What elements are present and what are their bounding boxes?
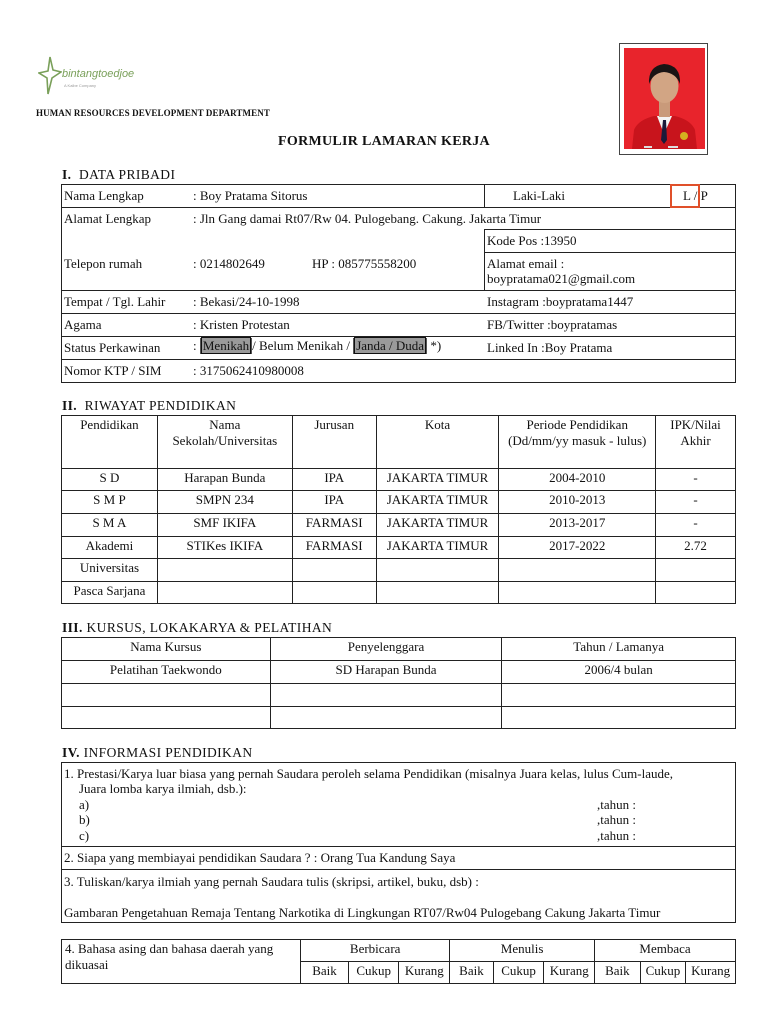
language-table: [61, 939, 736, 984]
achievement-b-year[interactable]: ,tahun :: [597, 812, 636, 827]
gender-value[interactable]: Laki-Laki: [513, 188, 565, 203]
section-4-number: IV.: [62, 745, 80, 760]
table-row: [62, 537, 736, 559]
table-row: [62, 582, 736, 604]
agama-label: Agama: [64, 317, 102, 332]
gpa[interactable]: [656, 559, 736, 582]
telepon-label: Telepon rumah: [64, 256, 143, 271]
education-header-cell: Periode Pendidikan (Dd/mm/yy masuk - lulus): [499, 416, 656, 469]
section-2-heading: [62, 398, 236, 414]
section-1-heading: [62, 167, 175, 183]
logo-wordmark: bintangtoedjoe: [62, 68, 135, 80]
question-3-answer[interactable]: Gambaran Pengetahuan Remaja Tentang Narkotika di Lingkungan RT07/Rw04 Pulogebang Cakung Jakarta Timur: [64, 905, 661, 920]
major[interactable]: FARMASI: [292, 537, 376, 559]
course-organizer[interactable]: [270, 707, 502, 729]
level-baik[interactable]: Baik: [450, 962, 494, 984]
nama-value[interactable]: : Boy Pratama Sitorus: [193, 188, 308, 203]
gpa[interactable]: [656, 582, 736, 604]
ttl-value[interactable]: : Bekasi/24-10-1998: [193, 294, 300, 309]
school-name[interactable]: [157, 582, 292, 604]
hp-value[interactable]: HP : 085775558200: [312, 256, 417, 271]
question-3: 3. Tuliskan/karya ilmiah yang pernah Saudara tulis (skripsi, artikel, buku, dsb) :: [64, 874, 479, 889]
question-4: 4. Bahasa asing dan bahasa daerah yang dikuasai: [62, 940, 301, 984]
gpa[interactable]: -: [656, 469, 736, 491]
ktp-value[interactable]: : 3175062410980008: [193, 363, 304, 378]
achievement-c[interactable]: c): [79, 828, 90, 843]
section-4-heading: [62, 745, 253, 761]
level-baik[interactable]: Baik: [595, 962, 641, 984]
alamat-value[interactable]: : Jln Gang damai Rt07/Rw 04. Pulogebang. Cakung. Jakarta Timur: [193, 211, 542, 226]
ktp-label: Nomor KTP / SIM: [64, 363, 162, 378]
kodepos-value[interactable]: Kode Pos :13950: [487, 233, 577, 248]
status-janda-duda[interactable]: Janda / Duda: [356, 338, 425, 353]
section-3-number: III.: [62, 620, 83, 635]
table-row: [62, 559, 736, 582]
skill-writing: Menulis: [450, 940, 595, 962]
status-menikah[interactable]: Menikah: [202, 338, 250, 353]
fb-twitter-value[interactable]: FB/Twitter :boypratamas: [487, 317, 618, 332]
logo-star-icon: [38, 56, 62, 96]
education-header-cell: Pendidikan: [62, 416, 158, 469]
period[interactable]: 2004-2010: [499, 469, 656, 491]
question-2[interactable]: 2. Siapa yang membiayai pendidikan Saudara ? : Orang Tua Kandung Saya: [64, 850, 456, 865]
company-logo: [38, 56, 62, 100]
table-row: [62, 514, 736, 537]
school-name[interactable]: SMF IKIFA: [157, 514, 292, 537]
major[interactable]: IPA: [292, 491, 376, 514]
education-header-cell: Nama Sekolah/Universitas: [157, 416, 292, 469]
school-name[interactable]: Harapan Bunda: [157, 469, 292, 491]
major[interactable]: FARMASI: [292, 514, 376, 537]
gpa[interactable]: 2.72: [656, 537, 736, 559]
major[interactable]: [292, 559, 376, 582]
period[interactable]: [499, 559, 656, 582]
level-cukup[interactable]: Cukup: [348, 962, 399, 984]
language-header-row: [62, 940, 736, 962]
alamat-label: Alamat Lengkap: [64, 211, 151, 226]
school-name[interactable]: SMPN 234: [157, 491, 292, 514]
school-name[interactable]: STIKes IKIFA: [157, 537, 292, 559]
achievement-b[interactable]: b): [79, 812, 90, 827]
course-organizer[interactable]: [270, 684, 502, 707]
course-name[interactable]: [62, 707, 271, 729]
skill-speaking: Berbicara: [301, 940, 450, 962]
achievement-a-year[interactable]: ,tahun :: [597, 797, 636, 812]
education-header-cell: Jurusan: [292, 416, 376, 469]
email-value[interactable]: boypratama021@gmail.com: [487, 271, 636, 286]
education-level: S D: [62, 469, 158, 491]
status-colon: :: [193, 338, 197, 353]
education-table: [61, 415, 736, 604]
course-table: [61, 637, 736, 729]
city[interactable]: JAKARTA TIMUR: [376, 469, 499, 491]
skill-reading: Membaca: [595, 940, 736, 962]
city[interactable]: JAKARTA TIMUR: [376, 514, 499, 537]
course-name[interactable]: [62, 684, 271, 707]
course-organizer[interactable]: SD Harapan Bunda: [270, 661, 502, 684]
level-kurang[interactable]: Kurang: [399, 962, 450, 984]
education-header-cell: Kota: [376, 416, 499, 469]
achievement-c-year[interactable]: ,tahun :: [597, 828, 636, 843]
period[interactable]: 2010-2013: [499, 491, 656, 514]
table-row: [62, 469, 736, 491]
education-header-row: [62, 416, 736, 469]
achievement-a[interactable]: a): [79, 797, 90, 812]
department-name: HUMAN RESOURCES DEVELOPMENT DEPARTMENT: [36, 108, 270, 118]
status-footnote: *): [430, 338, 442, 353]
question-1: 1. Prestasi/Karya luar biasa yang pernah Saudara peroleh selama Pendidikan (misalnya Juara kelas, lulus Cum-laude,: [64, 766, 674, 781]
level-baik[interactable]: Baik: [301, 962, 349, 984]
course-header-row: [62, 638, 736, 661]
education-level: S M P: [62, 491, 158, 514]
gpa[interactable]: -: [656, 514, 736, 537]
course-header-cell: Penyelenggara: [270, 638, 502, 661]
section-1-title: DATA PRIBADI: [79, 167, 176, 182]
section-2-title: RIWAYAT PENDIDIKAN: [84, 398, 237, 413]
course-name[interactable]: Pelatihan Taekwondo: [62, 661, 271, 684]
section-4-title: INFORMASI PENDIDIKAN: [83, 745, 253, 760]
email-label: Alamat email :: [487, 256, 565, 271]
major[interactable]: IPA: [292, 469, 376, 491]
education-level: Universitas: [62, 559, 158, 582]
course-header-cell: Nama Kursus: [62, 638, 271, 661]
gender-options[interactable]: L / P: [683, 188, 708, 203]
course-duration[interactable]: 2006/4 bulan: [502, 661, 736, 684]
section-3-title: KURSUS, LOKAKARYA & PELATIHAN: [86, 620, 333, 635]
city[interactable]: [376, 559, 499, 582]
table-row: [62, 661, 736, 684]
period[interactable]: 2017-2022: [499, 537, 656, 559]
city[interactable]: JAKARTA TIMUR: [376, 537, 499, 559]
linkedin-value[interactable]: Linked In :Boy Pratama: [487, 340, 613, 355]
status-options[interactable]: [193, 338, 441, 354]
gender-mark: [670, 184, 700, 208]
level-kurang[interactable]: Kurang: [544, 962, 595, 984]
level-cukup[interactable]: Cukup: [640, 962, 686, 984]
table-row: [62, 707, 736, 729]
level-kurang[interactable]: Kurang: [686, 962, 736, 984]
education-header-cell: IPK/Nilai Akhir: [656, 416, 736, 469]
city[interactable]: [376, 582, 499, 604]
period[interactable]: [499, 582, 656, 604]
level-cukup[interactable]: Cukup: [493, 962, 544, 984]
status-belum-menikah[interactable]: / Belum Menikah /: [252, 338, 350, 353]
table-row: [62, 684, 736, 707]
period[interactable]: 2013-2017: [499, 514, 656, 537]
course-duration[interactable]: [502, 684, 736, 707]
education-level: Pasca Sarjana: [62, 582, 158, 604]
education-level: Akademi: [62, 537, 158, 559]
table-row: [62, 491, 736, 514]
section-3-heading: [62, 620, 332, 636]
question-1-continued: Juara lomba karya ilmiah, dsb.):: [79, 781, 247, 796]
section-1-number: I.: [62, 167, 72, 182]
status-label: Status Perkawinan: [64, 340, 161, 355]
agama-value[interactable]: : Kristen Protestan: [193, 317, 290, 332]
telepon-value[interactable]: : 0214802649: [193, 256, 265, 271]
logo-subtitle: A Kalbe Company: [64, 83, 97, 88]
school-name[interactable]: [157, 559, 292, 582]
section-2-number: II.: [62, 398, 78, 413]
major[interactable]: [292, 582, 376, 604]
instagram-value[interactable]: Instagram :boypratama1447: [487, 294, 634, 309]
form-title: FORMULIR LAMARAN KERJA: [278, 134, 490, 149]
course-duration[interactable]: [502, 707, 736, 729]
course-header-cell: Tahun / Lamanya: [502, 638, 736, 661]
city[interactable]: JAKARTA TIMUR: [376, 491, 499, 514]
nama-label: Nama Lengkap: [64, 188, 144, 203]
ttl-label: Tempat / Tgl. Lahir: [64, 294, 166, 309]
education-level: S M A: [62, 514, 158, 537]
gpa[interactable]: -: [656, 491, 736, 514]
